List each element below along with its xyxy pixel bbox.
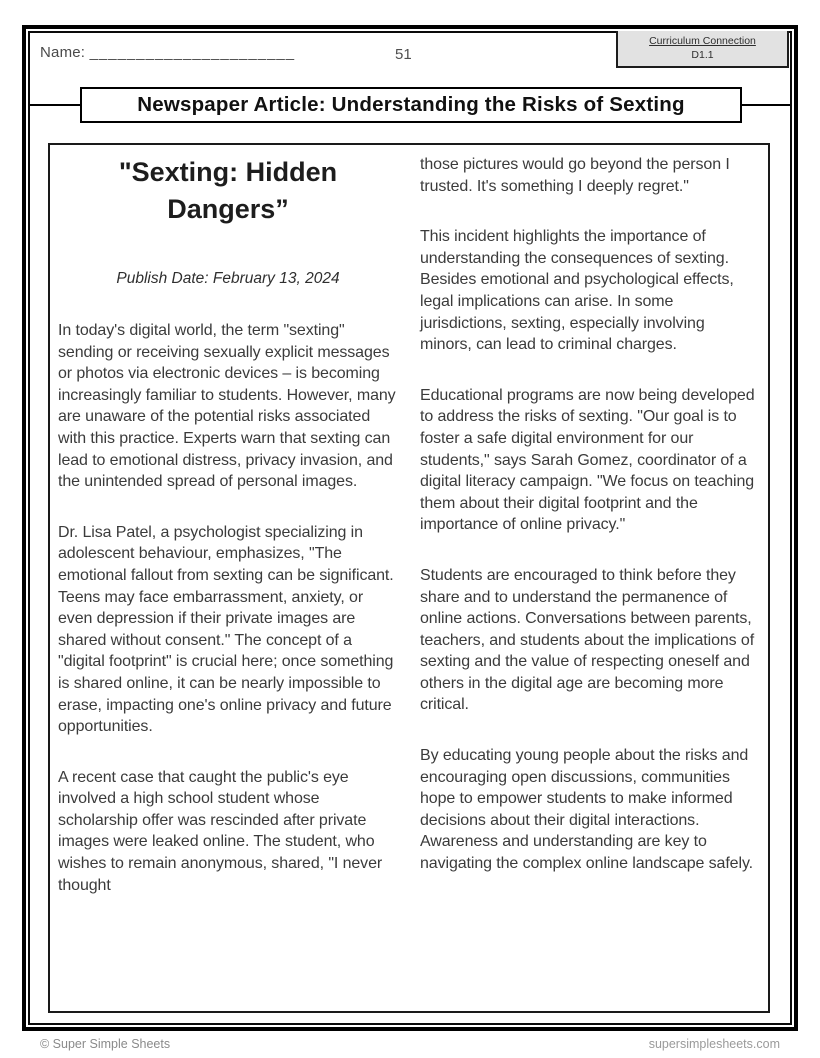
article-paragraph: In today's digital world, the term "sexting" sending or receiving sexually explicit messages or photos via electronic devices – is becoming increasingly familiar to students. However, many are unaware of the potential risks associated with this practice. Experts warn that sexting can lead to emotional distress, privacy invasion, and the unintended spread of personal images. [58,322,396,491]
article-right-column [420,152,760,1004]
worksheet-title: Newspaper Article: Understanding the Risks of Sexting [80,87,742,123]
curriculum-connection-code: D1.1 [691,49,714,61]
name-blank-line[interactable]: ______________________ [89,44,296,61]
article-paragraph: Dr. Lisa Patel, a psychologist specializing in adolescent behaviour, emphasizes, "The emotional fallout from sexting can be significant. Teens may face embarrassment, anxiety, or even depression if their private images are shared without consent." The concept of a "digital footprint" is crucial here; once something is shared online, it can be nearly impossible to erase, impacting one's online privacy and future opportunities. [58,523,394,736]
curriculum-connection-badge [616,31,789,68]
article-paragraph: Educational programs are now being developed to address the risks of sexting. "Our goal is to foster a safe digital environment for our students," says Sarah Gomez, coordinator of a digital literacy campaign. "We focus on teaching them about their digital footprint and the importance of online privacy." [420,386,755,534]
article-paragraph: By educating young people about the risks and encouraging open discussions, communities hope to empower students to make informed decisions about their digital interactions. Awareness and understanding are key to navigating the complex online landscape safely. [420,747,753,873]
article-paragraph: Students are encouraged to think before they share and to understand the permanence of online actions. Conversations between parents, teachers, and students about the implications of sexting and the value of respecting oneself and others in the digital age are becoming more critical. [420,566,755,714]
name-label: Name: [40,44,86,61]
article-paragraph: This incident highlights the importance of understanding the consequences of sexting. Besides emotional and psychological effects, legal implications can arise. In some jurisdictions, sexting, especially involving minors, can lead to criminal charges. [420,228,734,354]
article-paragraph: A recent case that caught the public's eye involved a high school student whose scholarship offer was rescinded after private images were leaked online. The student, who wishes to remain anonymous, shared, "I never thought [58,768,383,894]
publish-date: Publish Date: February 13, 2024 [116,270,340,287]
website-link: supersimplesheets.com [648,1037,780,1051]
name-row [40,44,295,61]
article-box [48,143,770,1013]
curriculum-connection-title: Curriculum Connection [649,35,756,47]
article-left-column [58,152,398,1004]
article-title: "Sexting: Hidden Dangers” [118,157,338,224]
page-number: 51 [395,46,412,63]
article-paragraph: those pictures would go beyond the person I trusted. It's something I deeply regret." [420,156,730,195]
copyright-text: © Super Simple Sheets [40,1037,171,1051]
